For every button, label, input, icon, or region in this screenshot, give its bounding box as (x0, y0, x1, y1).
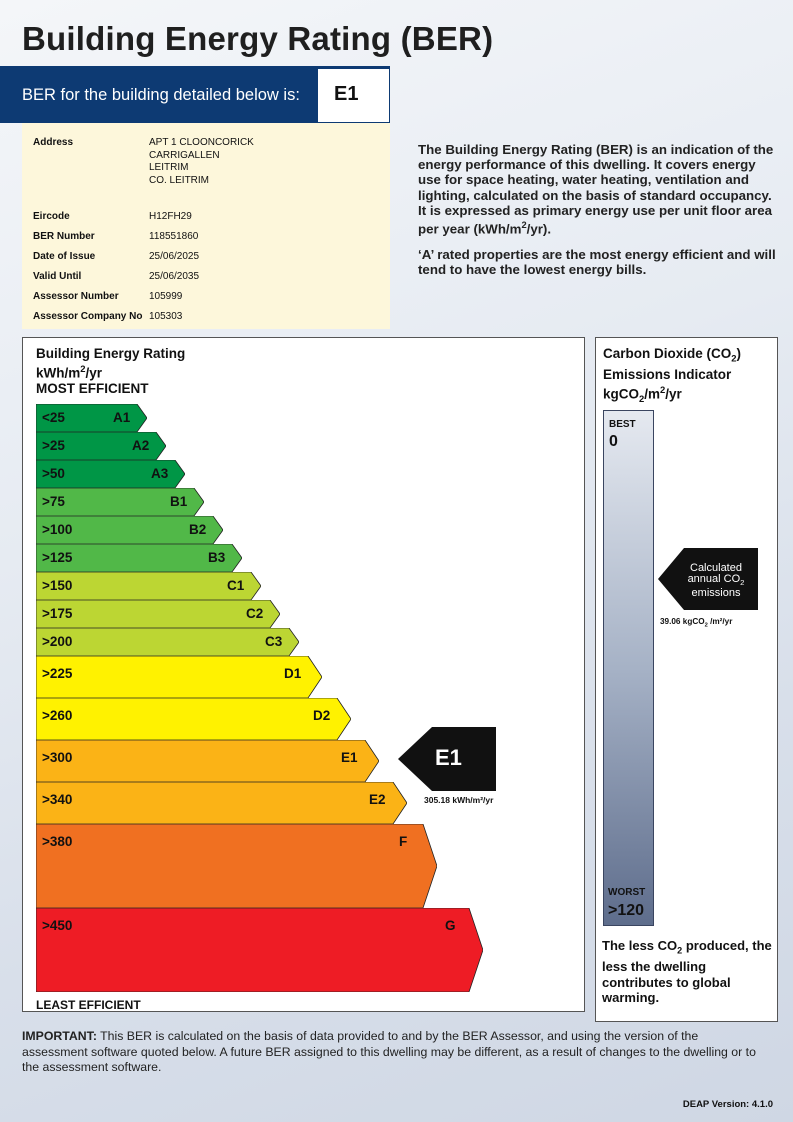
rating-band-shape (36, 824, 437, 908)
co2-value-text: 39.06 kgCO (660, 617, 705, 626)
unit-text: /m (644, 386, 661, 402)
valid-until-value: 25/06/2035 (149, 271, 200, 282)
band-range: >260 (42, 708, 73, 723)
band-range: >50 (42, 466, 65, 481)
rating-band-shape (36, 600, 280, 628)
rating-band-b1 (36, 488, 204, 516)
rating-band-c2 (36, 600, 280, 628)
intro-paragraph-2: ‘A’ rated properties are the most energy efficient and will tend to have the lowest energy bills. (418, 246, 776, 277)
assessor-number-value: 105999 (149, 291, 183, 302)
co2-arrow-line-3: emissions (691, 587, 741, 600)
band-range: >175 (42, 606, 73, 621)
co2-arrow-label (676, 563, 756, 599)
ber-intro-text (418, 142, 778, 277)
band-code: G (445, 918, 456, 933)
subscript: 2 (677, 945, 683, 956)
band-code: A2 (132, 438, 150, 453)
co2-footer-start: The less CO (602, 938, 678, 953)
building-details-panel (22, 123, 390, 329)
eircode-label: Eircode (33, 211, 70, 222)
least-efficient-label: LEAST EFFICIENT (36, 998, 141, 1012)
assessor-company-value: 105303 (149, 311, 183, 322)
worst-value: >120 (608, 902, 645, 919)
rating-band-g (36, 908, 483, 992)
co2-heading-line (603, 346, 741, 367)
co2-arrow-line-2 (676, 574, 756, 588)
subscript: 2 (639, 394, 645, 406)
band-range: >380 (42, 834, 73, 849)
assessor-number-label: Assessor Number (33, 291, 119, 302)
ber-result-rating: E1 (318, 69, 389, 122)
co2-unit (603, 383, 741, 408)
band-code: A1 (113, 410, 131, 425)
unit-text-end: /yr (85, 365, 103, 381)
scale-unit (36, 362, 185, 381)
band-code: C3 (265, 634, 283, 649)
eircode-value: H12FH29 (149, 211, 192, 222)
important-text: This BER is calculated on the basis of data provided to and by the BER Assessor, and using the version of the assessment software quoted below. A future BER assigned to this dwelling may be different, as a result of changes to the dwelling or to the assessment software. (22, 1029, 756, 1074)
ber-result-bar (0, 66, 390, 123)
best-label: BEST (609, 419, 636, 430)
band-code: B1 (170, 494, 188, 509)
rating-band-c3 (36, 628, 299, 656)
rating-band-a3 (36, 460, 185, 488)
rating-band-d2 (36, 698, 351, 740)
co2-gradient-bar (603, 410, 654, 926)
rating-band-shape (36, 782, 407, 824)
band-code: C1 (227, 578, 245, 593)
rating-band-b2 (36, 516, 223, 544)
band-range: >300 (42, 750, 73, 765)
rating-band-d1 (36, 656, 322, 698)
rating-band-shape (36, 908, 483, 992)
rating-band-c1 (36, 572, 261, 600)
co2-heading (603, 346, 741, 408)
co2-value-unit: /m²/yr (707, 617, 733, 626)
date-of-issue-value: 25/06/2025 (149, 251, 200, 262)
co2-footer-text (602, 938, 774, 1006)
band-code: D2 (313, 708, 331, 723)
unit-text: kWh/m (36, 365, 81, 381)
valid-until-label: Valid Until (33, 271, 82, 282)
band-code: E2 (369, 792, 386, 807)
band-range: >100 (42, 522, 73, 537)
band-code: B2 (189, 522, 207, 537)
co2-arrow-line: Calculated (690, 562, 742, 574)
deap-version: DEAP Version: 4.1.0 (682, 1099, 773, 1110)
subscript: 2 (731, 353, 737, 365)
rating-band-f (36, 824, 437, 908)
superscript: 2 (660, 385, 666, 397)
band-code: B3 (208, 550, 226, 565)
rating-band-b3 (36, 544, 242, 572)
band-range: <25 (42, 410, 65, 425)
co2-indicator-panel (595, 337, 778, 1022)
rating-band-e2 (36, 782, 407, 824)
co2-heading-line-2: Emissions Indicator (603, 367, 732, 383)
important-label: IMPORTANT: (22, 1029, 97, 1043)
address-value (149, 137, 389, 187)
rating-band-shape (36, 740, 379, 782)
assessor-company-label: Assessor Company No (33, 311, 143, 322)
band-code: E1 (341, 750, 358, 765)
band-code: F (399, 834, 408, 849)
worst-label: WORST (608, 887, 646, 898)
band-range: >340 (42, 792, 73, 807)
co2-heading-text: Carbon Dioxide (CO (603, 346, 732, 361)
co2-heading-text-end: ) (736, 346, 742, 361)
superscript: 2 (521, 220, 527, 231)
page-title: Building Energy Rating (BER) (22, 20, 494, 57)
rating-band-shape (36, 628, 299, 656)
scale-heading (36, 346, 185, 397)
ber-number-label: BER Number (33, 231, 95, 242)
address-line: APT 1 CLOONCORICK (149, 137, 254, 148)
unit-text: kgCO (603, 386, 640, 402)
ber-result-label: BER for the building detailed below is: (22, 86, 300, 104)
band-code: D1 (284, 666, 302, 681)
intro-paragraph (418, 142, 778, 237)
band-range: >75 (42, 494, 65, 509)
rating-band-e1 (36, 740, 379, 782)
band-code: C2 (246, 606, 264, 621)
current-rating-label: E1 (435, 745, 462, 770)
band-range: >200 (42, 634, 73, 649)
current-rating-value: 305.18 kWh/m²/yr (424, 795, 494, 805)
band-range: >125 (42, 550, 73, 565)
rating-band-shape (36, 656, 322, 698)
co2-footer-end: produced, the less the dwelling contributes to global warming. (602, 938, 772, 1006)
address-line: CO. LEITRIM (149, 174, 210, 186)
co2-arrow-text: annual CO (687, 573, 741, 585)
subscript: 2 (740, 578, 745, 588)
band-range: >450 (42, 918, 73, 933)
band-range: >25 (42, 438, 65, 453)
intro-text: The Building Energy Rating (BER) is an indication of the energy performance of this dwelling. It covers energy use for space heating, water heating, ventilation and lighting, calculated on the basis of standard occupancy. It is expressed as primary energy use per unit floor area per year (kWh/m (418, 142, 774, 237)
scale-heading-line: Building Energy Rating (36, 346, 186, 361)
most-efficient-label: MOST EFFICIENT (36, 381, 149, 397)
subscript: 2 (704, 622, 708, 629)
energy-rating-scale (22, 337, 585, 1012)
address-line: CARRIGALLEN (149, 149, 220, 161)
rating-band-a1 (36, 404, 147, 432)
co2-value (660, 617, 732, 629)
address-line: LEITRIM (149, 162, 189, 173)
band-range: >150 (42, 578, 73, 593)
band-range: >225 (42, 666, 73, 681)
address-label: Address (33, 137, 74, 148)
rating-band-shape (36, 698, 351, 740)
important-notice (22, 1029, 762, 1076)
rating-band-a2 (36, 432, 166, 460)
unit-text: /yr (665, 386, 682, 402)
date-of-issue-label: Date of Issue (33, 251, 96, 262)
ber-number-value: 118551860 (149, 231, 199, 242)
band-code: A3 (151, 466, 169, 481)
superscript: 2 (80, 363, 86, 375)
best-value: 0 (609, 433, 618, 450)
intro-text-end: /yr). (526, 221, 552, 237)
